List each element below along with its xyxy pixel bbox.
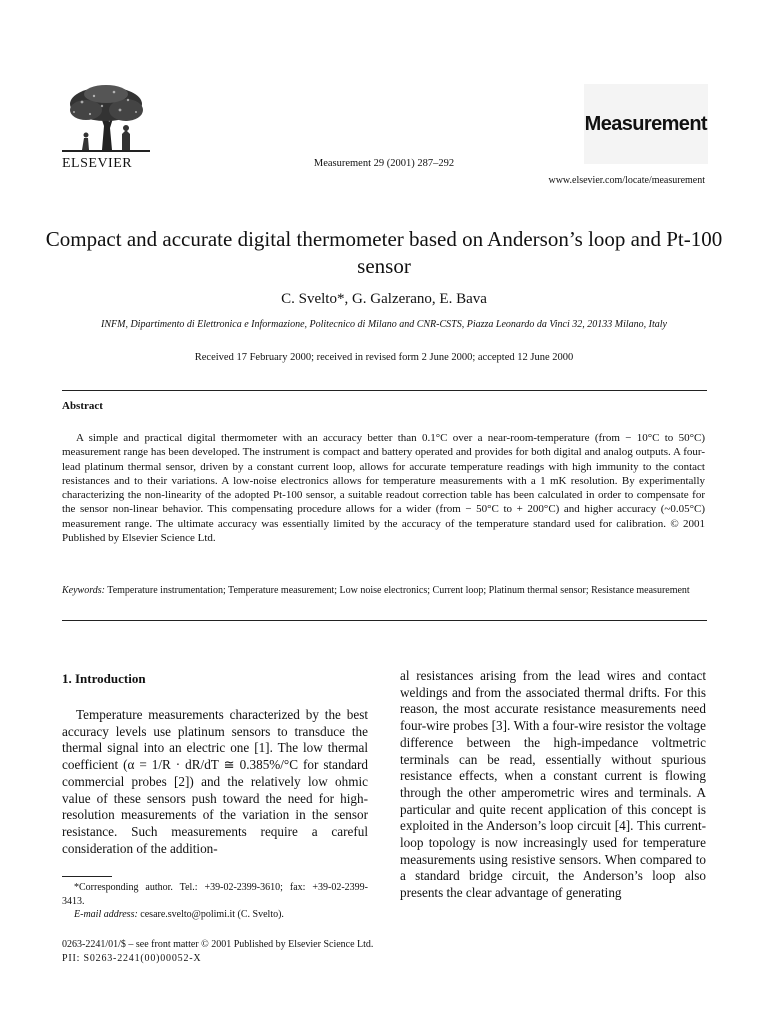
footnote-divider	[62, 876, 112, 877]
publisher-name: ELSEVIER	[62, 156, 133, 171]
introduction-left-column: Temperature measurements characterized by the best accuracy levels use platinum sensors to transduce the thermal signal into an electric one [1]. The low thermal coefficient (α = 1/R · dR/dT ≅ 0.385%/°C for standard commercial probes [2]) and the relatively low ohmic value of these sensors push toward the need for high-resolution measurements of the variation in the sensor resistance. Such measurements require a careful consideration of the addition-	[62, 707, 368, 856]
abstract-top-divider	[62, 390, 707, 391]
section-heading-introduction: 1. Introduction	[62, 671, 146, 686]
elsevier-tree-logo	[62, 84, 150, 156]
footnotes	[62, 881, 368, 922]
email-label: E-mail address:	[74, 909, 138, 920]
corresponding-author-footnote: *Corresponding author. Tel.: +39-02-2399-3610; fax: +39-02-2399-3413.	[62, 882, 368, 907]
abstract-heading: Abstract	[62, 400, 103, 412]
abstract-body: A simple and practical digital thermometer with an accuracy better than 0.1°C over a near-room-temperature (from − 10°C to 50°C) measurement range has been developed. The instrument is compact and battery operated and provides for both digital and analog outputs. A four-lead platinum thermal sensor, driven by a constant current loop, allows for accurate temperature readings with high immunity to the contact resistances and to their variations. A low-noise electronics allows for temperature measurements with a 1 mK resolution. By experimentally characterizing the non-linearity of the adopted Pt-100 sensor, a suitable readout correction table has been calculated in order to compensate for the sensor non-linear behavior. This compensating procedure allows for a wider (from − 50°C to + 200°C) and higher accuracy (~0.05°C) measurement range. The ultimate accuracy was essentially limited by the accuracy of the temperature standard used for calibration. © 2001 Published by Elsevier Science Ltd.	[62, 432, 705, 545]
introduction-right-column: al resistances arising from the lead wires and contact weldings and from the associated thermal drifts. For this reason, the most accurate resistance measurements need four-wire probes [3]. With a four-wire resistor the voltage difference between the high-impedance voltmetric terminals can be read, essentially without spurious resistance effects, when a constant current is flowing through the other amperometric wires and terminals. A particular and quite recent application of this concept is exploited in the Anderson’s loop circuit [4]. This current-loop topology is now increasingly used for temperature measurements using resistive sensors. When compared to a standard bridge circuit, the Anderson’s loop also presents the clear advantage of generating	[400, 668, 706, 901]
pii-line: PII: S0263-2241(00)00052-X	[62, 953, 202, 964]
author-affiliation: INFM, Dipartimento di Elettronica e Informazione, Politecnico di Milano and CNR-CSTS, Piazza Leonardo da Vinci 32, 20133 Milano, Italy	[101, 319, 667, 330]
author-list: C. Svelto*, G. Galzerano, E. Bava	[281, 291, 487, 307]
article-title: Compact and accurate digital thermometer based on Anderson’s loop and Pt-100 sensor	[45, 227, 723, 278]
received-dates: Received 17 February 2000; received in revised form 2 June 2000; accepted 12 June 2000	[194, 352, 574, 363]
journal-name: Measurement	[584, 113, 707, 135]
keywords-block	[62, 584, 705, 597]
keywords-text: Temperature instrumentation; Temperature measurement; Low noise electronics; Current loop; Platinum thermal sensor; Resistance measurement	[107, 585, 690, 596]
abstract-bottom-divider	[62, 620, 707, 621]
email-address[interactable]: cesare.svelto@polimi.it (C. Svelto).	[140, 909, 284, 920]
journal-citation: Measurement 29 (2001) 287–292	[313, 158, 455, 169]
email-footnote	[62, 908, 368, 922]
journal-url[interactable]: www.elsevier.com/locate/measurement	[548, 175, 705, 186]
keywords-label: Keywords:	[62, 585, 105, 596]
front-matter-line: 0263-2241/01/$ – see front matter © 2001 Published by Elsevier Science Ltd.	[62, 939, 374, 950]
